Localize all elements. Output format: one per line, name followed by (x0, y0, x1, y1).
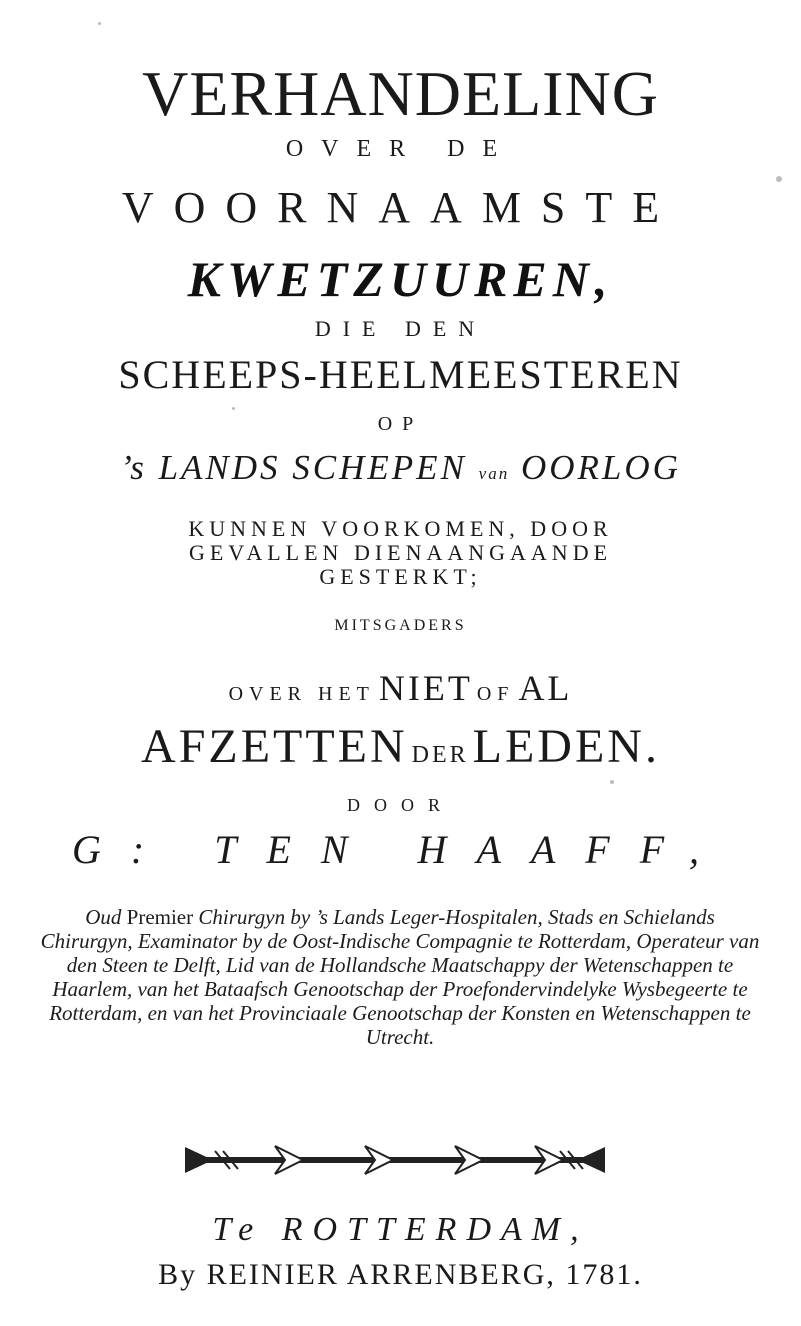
subtitle-op: OP (377, 413, 424, 435)
book-title: VERHANDELING (142, 58, 659, 129)
afzetten-text: AFZETTEN (141, 720, 408, 773)
subtitle-lands-schepen (0, 450, 801, 485)
paper-speck (232, 407, 235, 410)
author-name: G: TEN HAAFF, (71, 827, 730, 872)
ornament-rule (185, 1143, 605, 1177)
author-description (40, 905, 760, 1049)
desc-text: Chirurgyn by ’s Lands Leger-Hospitalen, Stads en Schielands Chirurgyn, Examinator by de Oost-Indische Compagnie te Rotterdam, Operateur van den Steen te Delft, Lid van de Hollandsche Maatschappy der Wetenschappen te Haarlem, van het Bataafsch Genootschap der Proefondervindelyke Wysbegeerte te Rotterdam, en van het Provinciaale Genootschap der Konsten en Wetenschappen te Utrecht. (40, 905, 760, 1049)
paper-speck (610, 780, 614, 784)
lands-oorlog-text: OORLOG (520, 448, 681, 487)
leden-text: LEDEN. (472, 720, 660, 773)
subtitle-kwetzuuren: KWETZUUREN, (187, 251, 614, 307)
subtitle-die-den: DIE DEN (314, 316, 487, 341)
desc-premier: Premier (126, 905, 194, 929)
subtitle-mitsgaders: MITSGADERS (334, 617, 467, 634)
lands-van-text: van (478, 464, 510, 483)
door-label: DOOR (346, 795, 454, 815)
subtitle-voornaamste: VOORNAAMSTE (121, 183, 680, 232)
imprint-printer: By REINIER ARRENBERG, 1781. (158, 1258, 643, 1291)
subtitle-kunnen: KUNNEN VOORKOMEN, DOOR (188, 516, 613, 541)
subtitle-gevallen: GEVALLEN DIENAANGAANDE (188, 540, 613, 565)
subtitle-afzetten-der-leden (0, 720, 801, 773)
der-text: DER (411, 742, 469, 768)
subtitle-gesterkt: GESTERKT; (319, 564, 482, 589)
imprint-place: Te ROTTERDAM, (212, 1211, 589, 1248)
paper-speck (776, 176, 782, 182)
al-text: AL (518, 668, 573, 708)
subtitle-over-de: OVER DE (285, 136, 516, 162)
desc-oud: Oud (85, 905, 122, 929)
lands-schepen-text: ’s LANDS SCHEPEN (120, 448, 467, 487)
over-het-text: OVER HET (228, 683, 375, 705)
niet-text: NIET (378, 668, 473, 708)
of-text: OF (476, 683, 515, 705)
subtitle-scheeps-heelmeesteren: SCHEEPS-HEELMEESTEREN (118, 352, 683, 397)
subtitle-over-het-niet-of-al (0, 670, 801, 706)
paper-speck (98, 22, 101, 25)
